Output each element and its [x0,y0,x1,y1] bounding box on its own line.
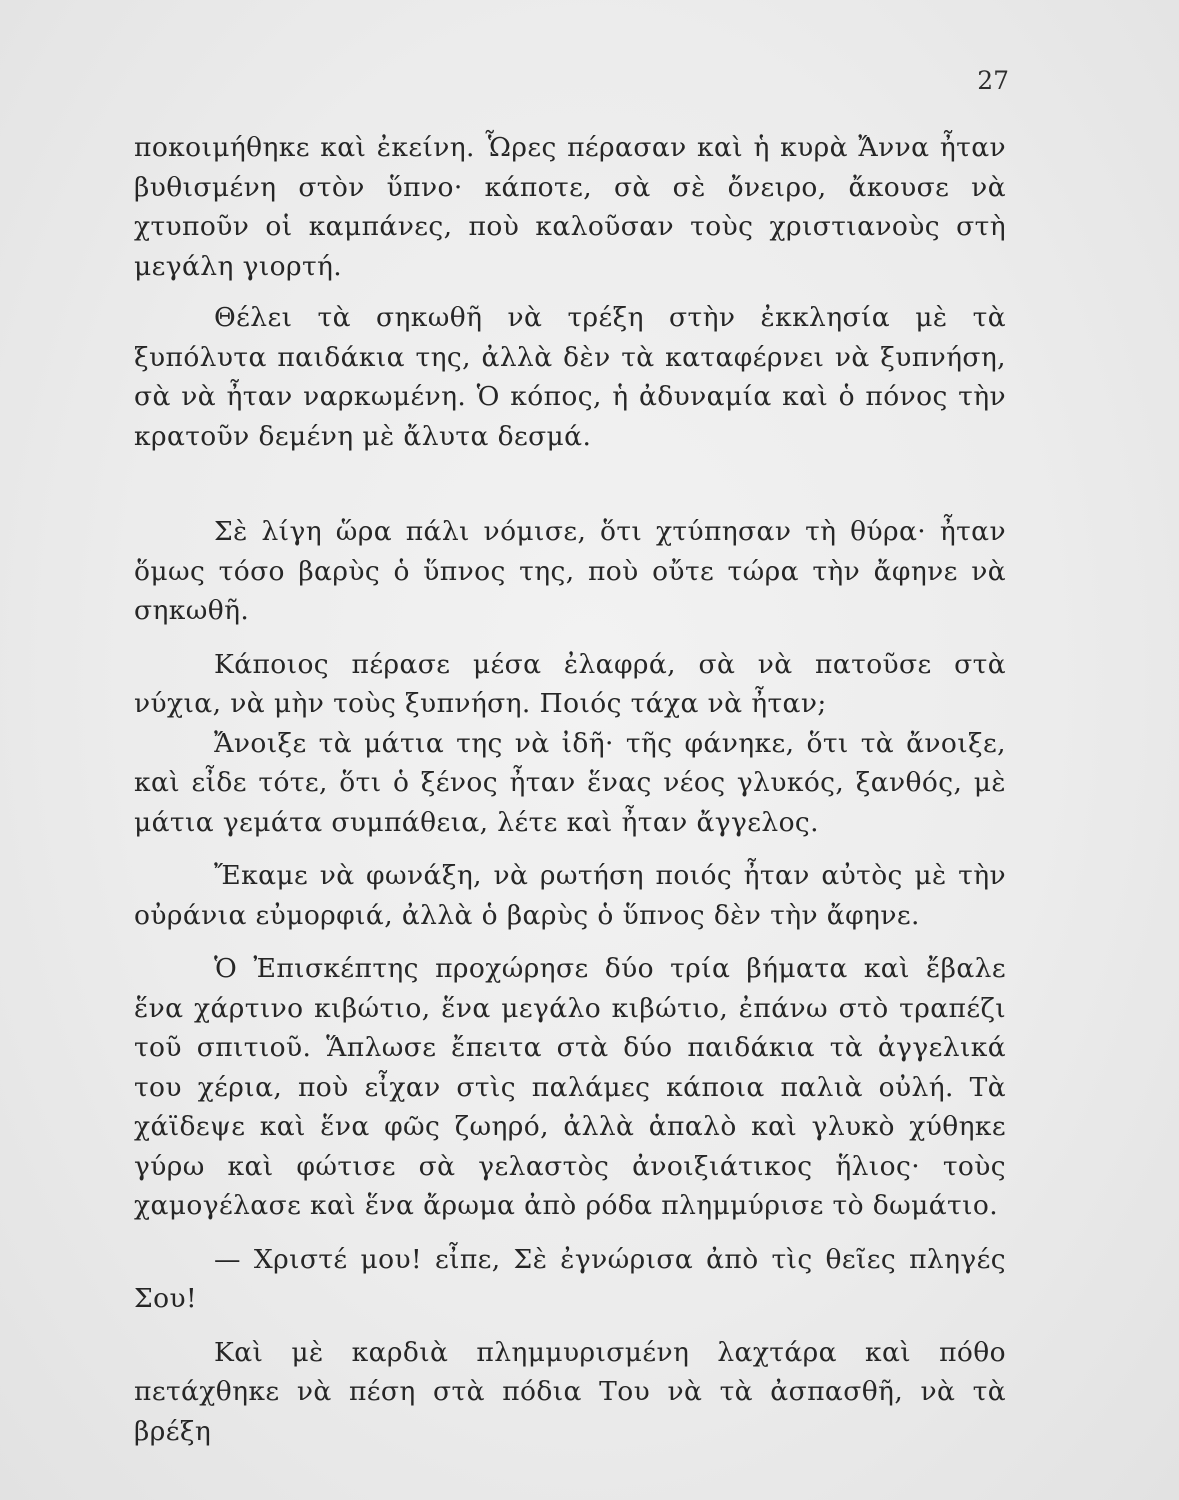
paragraph-7: Ὁ Ἐπισκέπτης προχώρησε δύο τρία βήματα καὶ ἔβαλε ἕνα χάρτινο κιβώτιο, ἕνα μεγάλο κιβώτιο, ἐπάνω στὸ τραπέζι τοῦ σπιτιοῦ. Ἅπλωσε ἔπειτα στὰ δύο παιδάκια τὰ ἀγγελικά του χέρια, ποὺ εἶχαν στὶς παλάμες κάποια παλιὰ οὐλή. Τὰ χάϊδεψε καὶ ἕνα φῶς ζωηρό, ἀλλὰ ἁπαλὸ καὶ γλυκὸ χύθηκε γύρω καὶ φώτισε σὰ γελαστὸς ἀνοιξιάτικος ἥλιος· τοὺς χαμογέλασε καὶ ἕνα ἄρωμα ἀπὸ ρόδα πλημμύρισε τὸ δωμάτιο. [134,953,1006,1221]
page-number: 27 [977,66,1009,95]
paragraph-9: Καὶ μὲ καρδιὰ πλημμυρισμένη λαχτάρα καὶ πόθο πετάχθηκε νὰ πέση στὰ πόδια Του νὰ τὰ ἀσπασθῆ, νὰ τὰ βρέξη [134,1336,1006,1447]
paragraph-4: Κάποιος πέρασε μέσα ἐλαφρά, σὰ νὰ πατοῦσε στὰ νύχια, νὰ μὴν τοὺς ξυπνήση. Ποιός τάχα νὰ ἦταν; [134,648,1006,719]
paragraph-3: Σὲ λίγη ὥρα πάλι νόμισε, ὅτι χτύπησαν τὴ θύρα· ἦταν ὅμως τόσο βαρὺς ὁ ὕπνος της, ποὺ οὔτε τώρα τὴν ἄφηνε νὰ σηκωθῆ. [134,516,1006,626]
paragraph-8: — Χριστέ μου! εἶπε, Σὲ ἐγνώρισα ἀπὸ τὶς θεῖες πληγές Σου! [134,1243,1006,1314]
paragraph-1: ποκοιμήθηκε καὶ ἐκείνη. Ὧρες πέρασαν καὶ ἡ κυρὰ Ἄννα ἦταν βυθισμένη στὸν ὕπνο· κάποτε, σὰ σὲ ὄνειρο, ἄκουσε νὰ χτυποῦν οἱ καμπάνες, ποὺ καλοῦσαν τοὺς χριστιανοὺς στὴ μεγάλη γιορτή. [134,132,1006,282]
paragraph-2: Θέλει τὰ σηκωθῆ νὰ τρέξη στὴν ἐκκλησία μὲ τὰ ξυπόλυτα παιδάκια της, ἀλλὰ δὲν τὰ καταφέρνει νὰ ξυπνήση, σὰ νὰ ἦταν ναρκωμένη. Ὁ κόπος, ἡ ἀδυναμία καὶ ὁ πόνος τὴν κρατοῦν δεμένη μὲ ἄλυτα δεσμά. [134,302,1006,452]
paragraph-6: Ἔκαμε νὰ φωνάξη, νὰ ρωτήση ποιός ἦταν αὐτὸς μὲ τὴν οὐράνια εὐμορφιά, ἀλλὰ ὁ βαρὺς ὁ ὕπνος δὲν τὴν ἄφηνε. [134,860,1006,931]
body-text [134,128,1006,1451]
paragraph-5: Ἄνοιξε τὰ μάτια της νὰ ἰδῆ· τῆς φάνηκε, ὅτι τὰ ἄνοιξε, καὶ εἶδε τότε, ὅτι ὁ ξένος ἦταν ἕνας νέος γλυκός, ξανθός, μὲ μάτια γεμάτα συμπάθεια, λέτε καὶ ἦταν ἄγγελος. [134,727,1006,838]
